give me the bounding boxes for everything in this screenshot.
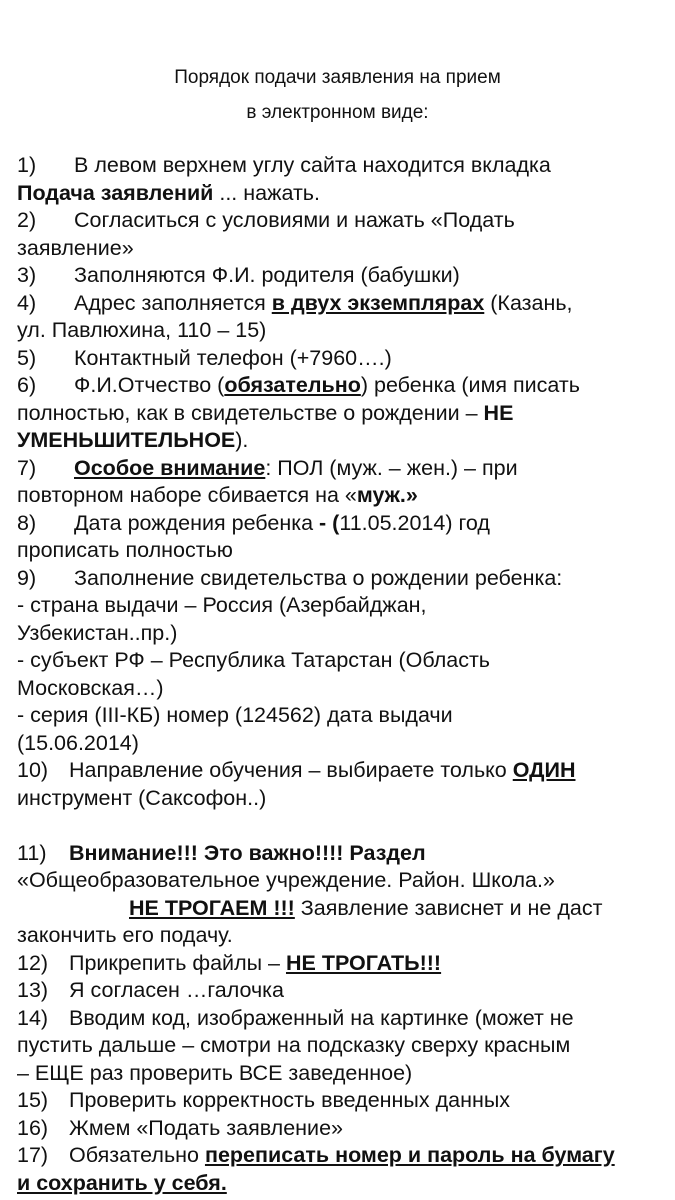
list-item: 4) Адрес заполняется в двух экземплярах (Казань, — [17, 290, 573, 315]
list-item: 17) Обязательно переписать номер и пароль на бумагу — [17, 1143, 615, 1167]
list-item: 16) Жмем «Подать заявление» — [17, 1115, 343, 1140]
list-item: 7) Особое внимание: ПОЛ (муж. – жен.) – при — [17, 455, 518, 480]
instruction-list: 1) В левом верхнем углу сайта находится вкладка Подача заявлений ... нажать. 2) Согласиться с условиями и нажать «Подать заявление» 3) Заполняются Ф.И. родителя (бабушки) 4) Адрес заполняется в двух экземплярах (Казань, ул. Павлюхина, 110 – 15) 5) Контактный телефон (+7960….) 6) Ф.И.Отчество (обязательно) ребенка (имя писать полностью, как в свидетельстве о рождении – НЕ УМЕНЬШИТЕЛЬНОЕ). 7) Особое внимание: ПОЛ (муж. – жен.) – при повторном наборе сбивается на «муж.» 8) Дата рождения ребенка - (11.05.2014) год прописать полностью 9) Заполнение свидетельства о рождении ребенка: - страна выдачи – Россия (Азербайджан, Узбекистан..пр.) - субъект РФ – Республика Татарстан (Область Московская…) - серия (III-КБ) номер (124562) дата выдачи (15.06.2014) 10) Направление обучения – выбираете только ОДИН инструмент (Саксофон..) 11) Внимание!!! Это важно!!!! Раздел «Общеобразовательное учреждение. Район. Школа.» НЕ ТРОГАЕМ !!! Заявление зависнет и не даст закончить его подачу. 12) Прикрепить файлы – НЕ ТРОГАТЬ!!! 13) Я согласен …галочка 14) Вводим код, изображенный на картинке (может не пустить дальше – смотри на подсказку сверху красным – ЕЩЕ раз проверить ВСЕ заведенное) 15) Проверить корректность введенных данных 16) Жмем «Подать заявление» 17) Обязательно переписать номер и пароль на бумагу и сохранить у себя. — [17, 152, 667, 1197]
list-item: 12) Прикрепить файлы – НЕ ТРОГАТЬ!!! — [17, 950, 442, 975]
title-line-1: Порядок подачи заявления на прием — [174, 67, 501, 88]
list-item: 2) Согласиться с условиями и нажать «Подать — [17, 208, 515, 232]
list-item: 3) Заполняются Ф.И. родителя (бабушки) — [17, 263, 460, 287]
title-line-2: в электронном виде: — [246, 102, 429, 123]
list-item: 9) Заполнение свидетельства о рождении ребенка: — [17, 565, 563, 590]
list-item: 15) Проверить корректность введенных данных — [17, 1088, 511, 1112]
list-item: 13) Я согласен …галочка — [17, 978, 285, 1002]
list-item: 11) Внимание!!! Это важно!!!! Раздел — [17, 840, 426, 865]
list-item: 10) Направление обучения – выбираете только ОДИН — [17, 758, 576, 782]
list-item: 5) Контактный телефон (+7960….) — [17, 345, 392, 370]
document-title — [0, 60, 675, 130]
list-item: 8) Дата рождения ребенка - (11.05.2014) год — [17, 510, 490, 535]
list-item: 14) Вводим код, изображенный на картинке (может не — [17, 1005, 574, 1030]
list-item: 6) Ф.И.Отчество (обязательно) ребенка (имя писать — [17, 373, 580, 397]
list-item: 1) В левом верхнем углу сайта находится вкладка — [17, 153, 551, 177]
